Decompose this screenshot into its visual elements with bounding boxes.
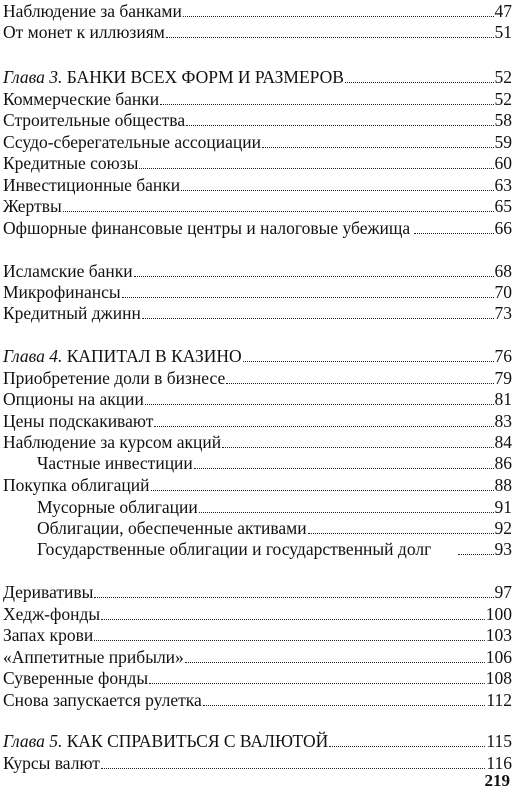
toc-subentry [37, 538, 512, 560]
dot-leader [122, 297, 494, 298]
dot-leader [414, 233, 494, 234]
toc-entry-title: Хедж-фонды [3, 604, 101, 624]
toc-entry [3, 646, 512, 668]
dot-leader [134, 276, 494, 277]
dot-leader [183, 16, 494, 17]
toc-entry [3, 195, 512, 217]
toc-chapter-entry [3, 66, 512, 88]
toc-entry-title: Покупка облигаций [3, 475, 150, 495]
toc-entry-title [3, 345, 242, 367]
chapter-title: КАПИТАЛ В КАЗИНО [66, 346, 242, 366]
dot-leader [145, 404, 494, 405]
toc-page-number: 100 [485, 604, 512, 624]
dot-leader [101, 619, 485, 620]
toc-subentry [37, 452, 512, 474]
toc-entry [3, 752, 512, 774]
toc-entry [3, 21, 512, 43]
toc-page-number: 51 [494, 22, 512, 42]
toc-entry [3, 281, 512, 303]
toc-chapter-entry [3, 345, 512, 367]
toc-page-number: 63 [494, 175, 512, 195]
dot-leader [63, 211, 494, 212]
toc-entry [3, 603, 512, 625]
toc-page-number: 86 [494, 453, 512, 473]
toc-entry [3, 388, 512, 410]
toc-entry-title: Деривативы [3, 582, 94, 602]
toc-entry [3, 581, 512, 603]
page-number-folio: 219 [484, 771, 510, 790]
dot-leader [222, 447, 493, 448]
toc-page-number: 65 [494, 196, 512, 216]
toc-entry [3, 474, 512, 496]
chapter-title: КАК СПРАВИТЬСЯ С ВАЛЮТОЙ [66, 731, 329, 751]
dot-leader [199, 512, 494, 513]
dot-leader [458, 554, 494, 555]
toc-page-number: 68 [494, 261, 512, 281]
toc-entry-title: Курсы валют [3, 753, 100, 773]
toc-entry-title: «Аппетитные прибыли» [3, 647, 184, 667]
toc-entry-title: От монет к иллюзиям [3, 22, 165, 42]
toc-entry-title: Опционы на акции [3, 389, 144, 409]
toc-page-number: 115 [486, 731, 512, 751]
toc-entry [3, 410, 512, 432]
toc-entry-title [3, 730, 328, 752]
toc-page-number: 52 [494, 89, 512, 109]
toc-entry [3, 131, 512, 153]
dot-leader [181, 190, 493, 191]
toc-entry-title: Кредитные союзы [3, 153, 139, 173]
toc-page-number: 66 [494, 218, 512, 238]
dot-leader [308, 533, 494, 534]
toc-page-number: 60 [494, 153, 512, 173]
toc-page-number: 88 [494, 475, 512, 495]
toc-entry [3, 367, 512, 389]
toc-entry-title: Ссудо-сберегательные ассоциации [3, 132, 262, 152]
toc-entry [3, 0, 512, 22]
chapter-label: Глава 3. [3, 67, 63, 87]
toc-page-number: 106 [485, 647, 512, 667]
toc-page-number: 59 [494, 132, 512, 152]
toc-entry-title: Облигации, обеспеченные активами [37, 518, 307, 538]
toc-page-number: 70 [494, 282, 512, 302]
toc-page-number: 91 [494, 497, 512, 517]
toc-entry-title: Наблюдение за курсом акций [3, 432, 222, 452]
toc-subentry [37, 517, 512, 539]
dot-leader [151, 490, 494, 491]
toc-entry-title [3, 66, 344, 88]
toc-page-number: 84 [494, 432, 512, 452]
dot-leader [243, 361, 494, 362]
dot-leader [101, 768, 485, 769]
dot-leader [166, 37, 494, 38]
toc-page-number: 52 [494, 67, 512, 87]
toc-entry-title: Исламские банки [3, 261, 133, 281]
dot-leader [142, 318, 494, 319]
toc-entry-title: Жертвы [3, 196, 62, 216]
toc-entry-title: Государственные облигации и государственный долг [37, 539, 432, 559]
dot-leader [345, 82, 494, 83]
dot-leader [186, 125, 493, 126]
toc-entry-title: Запах крови [3, 625, 94, 645]
toc-entry-title: Мусорные облигации [37, 497, 198, 517]
dot-leader [203, 705, 486, 706]
toc-chapter-entry [3, 730, 512, 752]
dot-leader [154, 426, 493, 427]
toc-entry [3, 689, 512, 711]
toc-entry [3, 302, 512, 324]
toc-page-number: 92 [494, 518, 512, 538]
toc-entry-title: Микрофинансы [3, 282, 121, 302]
dot-leader [139, 168, 493, 169]
toc-page-number: 83 [494, 411, 512, 431]
dot-leader [185, 662, 485, 663]
toc-entry-title: Приобретение доли в бизнесе [3, 368, 226, 388]
toc-entry-title: Инвестиционные банки [3, 175, 181, 195]
chapter-label: Глава 4. [3, 346, 63, 366]
toc-entry [3, 88, 512, 110]
toc-entry-title: Наблюдение за банками [3, 1, 182, 21]
chapter-title: БАНКИ ВСЕХ ФОРМ И РАЗМЕРОВ [66, 67, 344, 87]
toc-entry [3, 260, 512, 282]
dot-leader [160, 104, 493, 105]
dot-leader [194, 468, 494, 469]
dot-leader [329, 746, 485, 747]
toc-page-number: 97 [494, 582, 512, 602]
toc-page-number: 116 [486, 753, 512, 773]
toc-page-number: 47 [494, 1, 512, 21]
dot-leader [226, 383, 493, 384]
toc-entry [3, 109, 512, 131]
toc-entry-title: Строительные общества [3, 110, 186, 130]
toc-page-number: 103 [485, 625, 512, 645]
toc-entry-title: Офшорные финансовые центры и налоговые убежища [3, 218, 411, 238]
toc-entry-title: Кредитный джинн [3, 303, 141, 323]
dot-leader [149, 683, 485, 684]
toc-entry [3, 431, 512, 453]
chapter-label: Глава 5. [3, 731, 63, 751]
toc-entry [3, 667, 512, 689]
dot-leader [262, 147, 493, 148]
toc-page-number: 58 [494, 110, 512, 130]
toc-page-number: 112 [486, 690, 512, 710]
toc-entry [3, 624, 512, 646]
toc-entry-title: Снова запускается рулетка [3, 690, 202, 710]
toc-page-number: 108 [485, 668, 512, 688]
toc-page-number: 73 [494, 303, 512, 323]
toc-entry-title: Цены подскакивают [3, 411, 154, 431]
toc-entry [3, 217, 512, 239]
toc-page-number: 93 [494, 539, 512, 559]
toc-subentry [37, 496, 512, 518]
toc-entry [3, 152, 512, 174]
toc-entry-title: Суверенные фонды [3, 668, 149, 688]
toc-page-number: 76 [494, 346, 512, 366]
toc-page-number: 79 [494, 368, 512, 388]
dot-leader [94, 640, 485, 641]
toc-entry-title: Частные инвестиции [37, 453, 193, 473]
toc-entry-title: Коммерческие банки [3, 89, 160, 109]
toc-entry [3, 174, 512, 196]
toc-page-number: 81 [494, 389, 512, 409]
dot-leader [94, 597, 493, 598]
